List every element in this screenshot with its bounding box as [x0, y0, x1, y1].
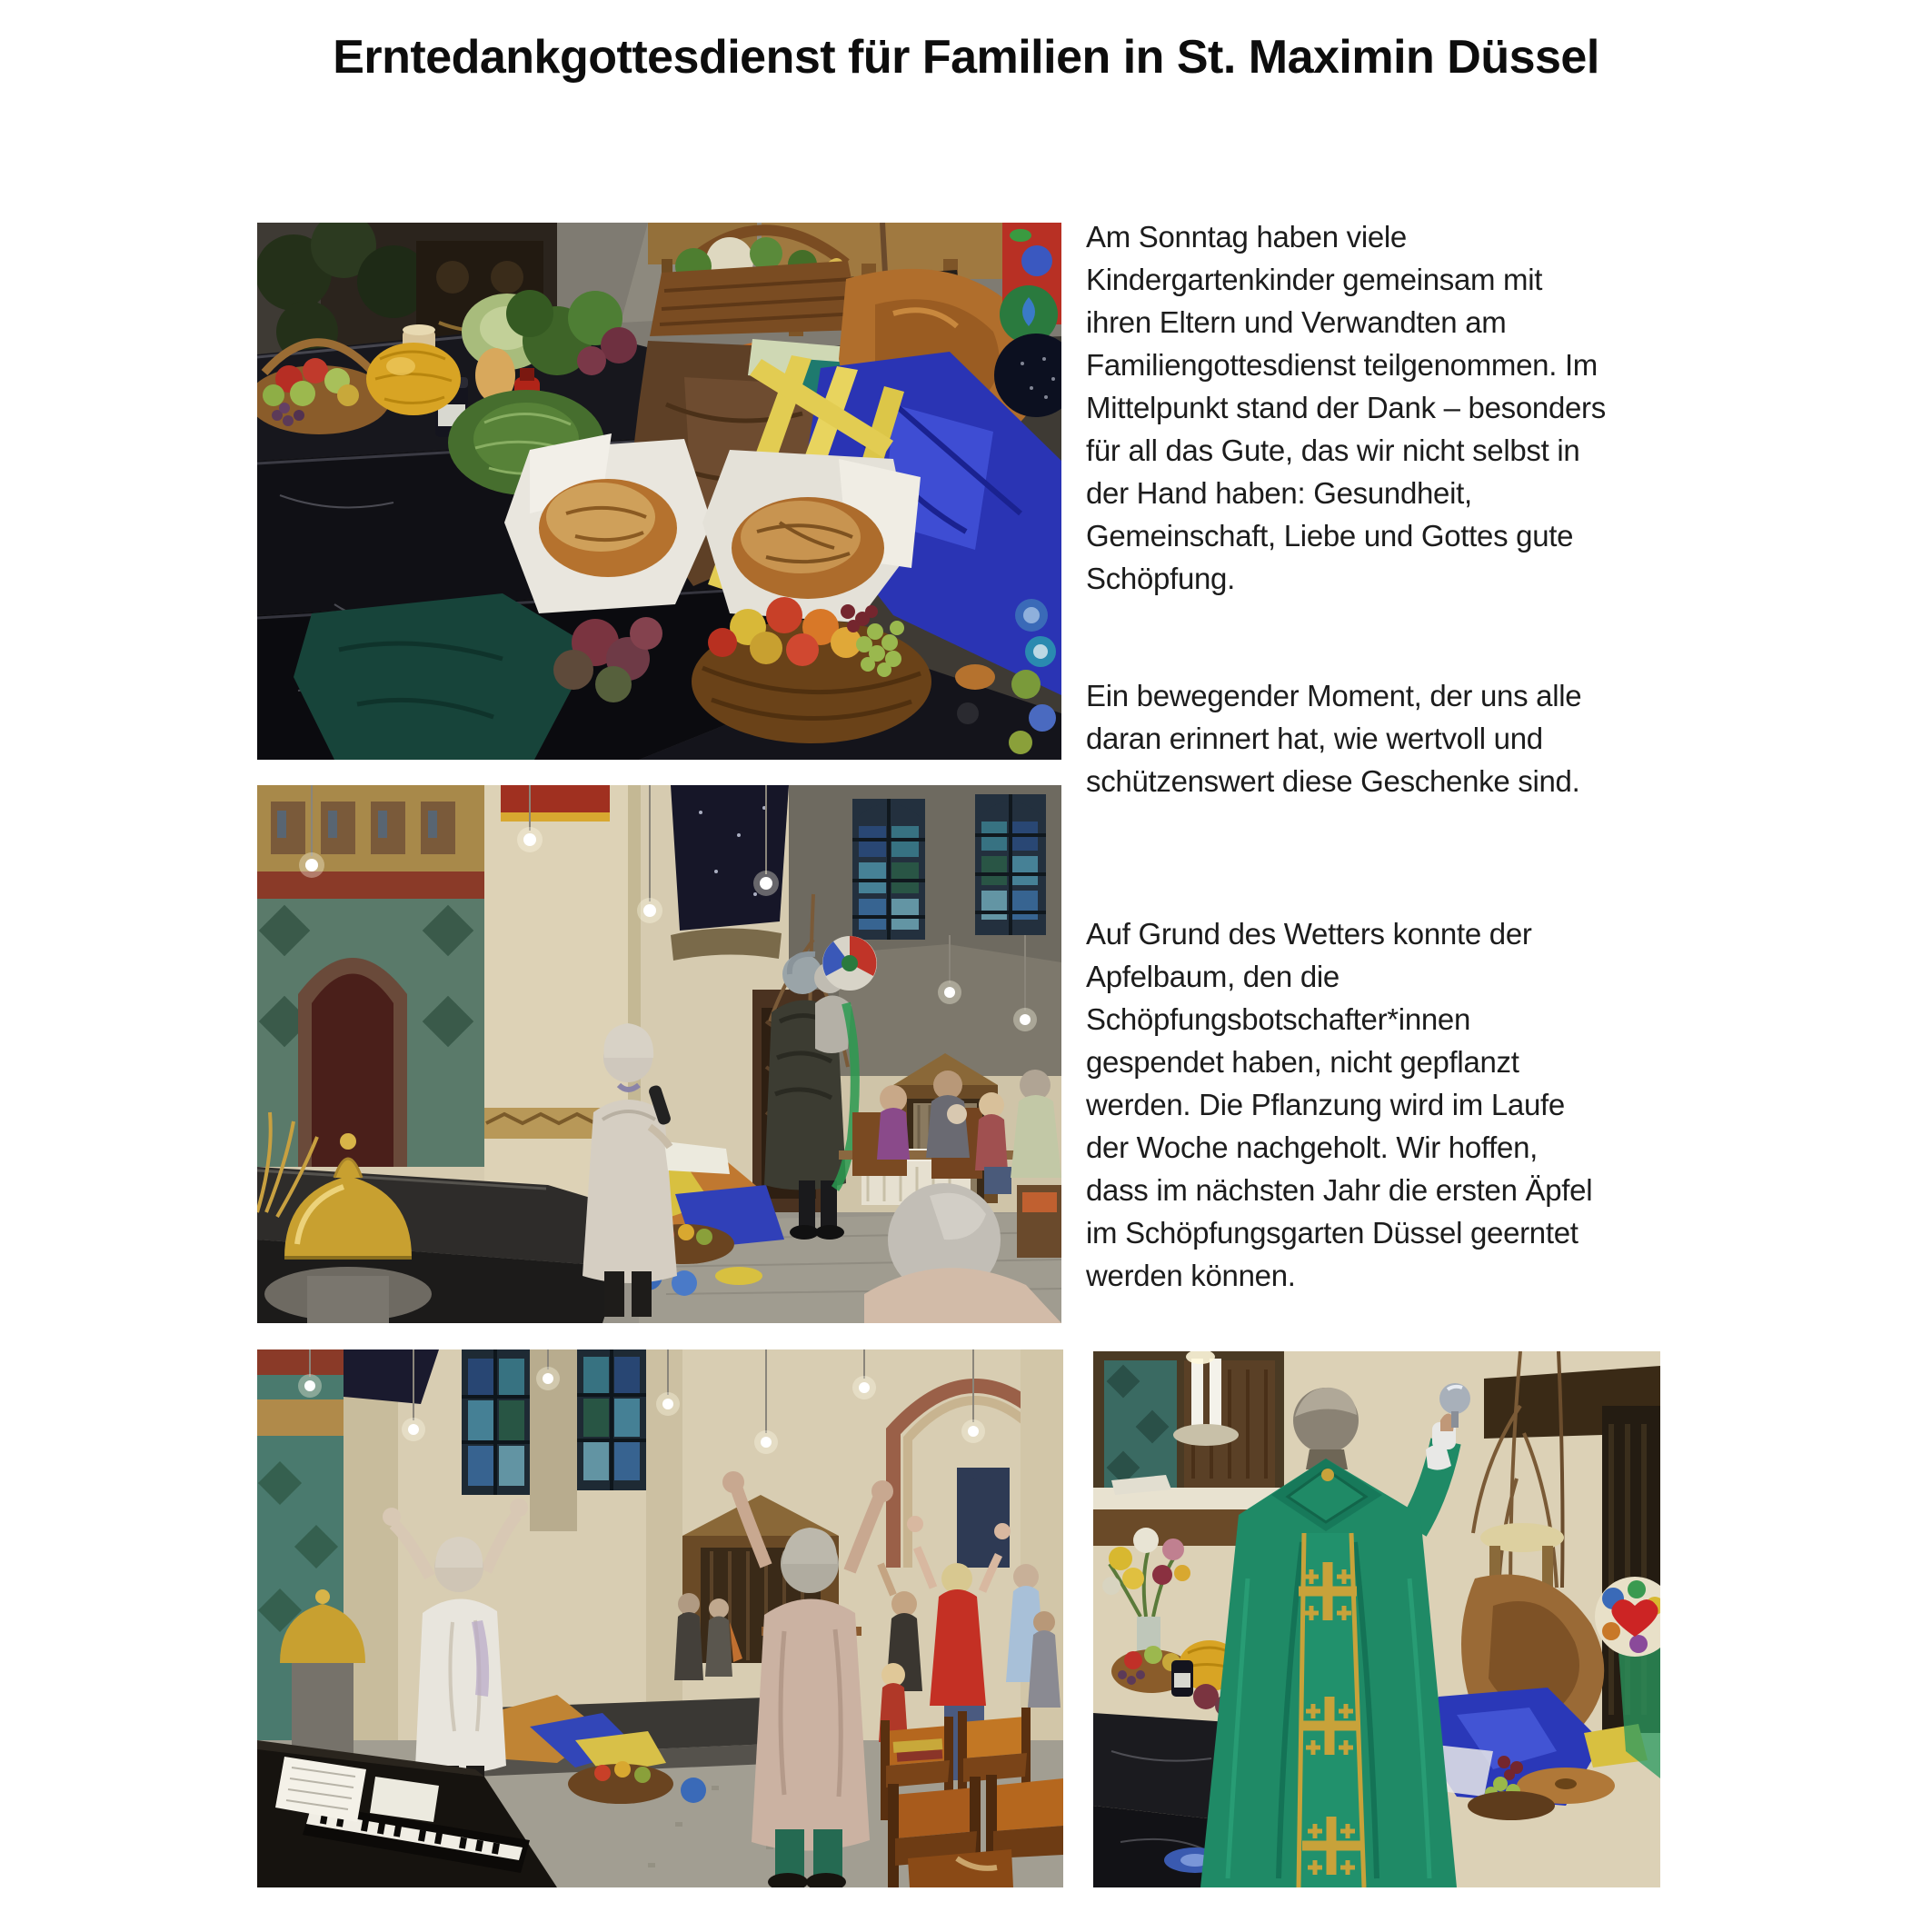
text-line: Schöpfung.: [1086, 562, 1235, 595]
text-line: gespendet haben, nicht gepflanzt: [1086, 1045, 1519, 1079]
text-line: der Woche nachgeholt. Wir hoffen,: [1086, 1130, 1539, 1164]
text-line: Auf Grund des Wetters konnte der: [1086, 917, 1532, 951]
photo-speaker-in-church: [257, 785, 1061, 1323]
text-line: werden. Die Pflanzung wird im Laufe: [1086, 1088, 1565, 1121]
photo-congregation-raised-arms: [257, 1349, 1063, 1887]
text-line: schützenswert diese Geschenke sind.: [1086, 764, 1580, 798]
photo-harvest-display: [257, 223, 1061, 760]
text-line: der Hand haben: Gesundheit,: [1086, 476, 1472, 510]
photo-priest-art: [1093, 1351, 1660, 1887]
text-line: daran erinnert hat, wie wertvoll und: [1086, 722, 1543, 755]
text-line: werden können.: [1086, 1259, 1296, 1292]
paragraph-moving-moment: [1086, 674, 1722, 802]
text-line: ihren Eltern und Verwandten am: [1086, 305, 1507, 339]
text-line: Ein bewegender Moment, der uns alle: [1086, 679, 1582, 712]
text-line: Familiengottesdienst teilgenommen. Im: [1086, 348, 1598, 382]
page-title: Erntedankgottesdienst für Familien in St. Maximin Düssel: [333, 31, 1599, 84]
photo-harvest-display-art: [257, 223, 1061, 760]
photo-priest-blessing: [1093, 1351, 1660, 1887]
paragraph-apple-tree: [1086, 912, 1722, 1297]
text-line: Am Sonntag haben viele: [1086, 220, 1407, 254]
paragraph-service-report: [1086, 215, 1722, 600]
photo-congregation-art: [257, 1349, 1063, 1887]
text-line: Gemeinschaft, Liebe und Gottes gute: [1086, 519, 1574, 553]
text-line: im Schöpfungsgarten Düssel geerntet: [1086, 1216, 1578, 1250]
text-line: Mittelpunkt stand der Dank – besonders: [1086, 391, 1606, 424]
text-line: dass im nächsten Jahr die ersten Äpfel: [1086, 1173, 1593, 1207]
photo-speaker-art: [257, 785, 1061, 1323]
text-line: Kindergartenkinder gemeinsam mit: [1086, 263, 1543, 296]
text-line: für all das Gute, das wir nicht selbst in: [1086, 433, 1580, 467]
text-line: Schöpfungsbotschafter*innen: [1086, 1002, 1471, 1036]
text-line: Apfelbaum, den die: [1086, 960, 1339, 993]
